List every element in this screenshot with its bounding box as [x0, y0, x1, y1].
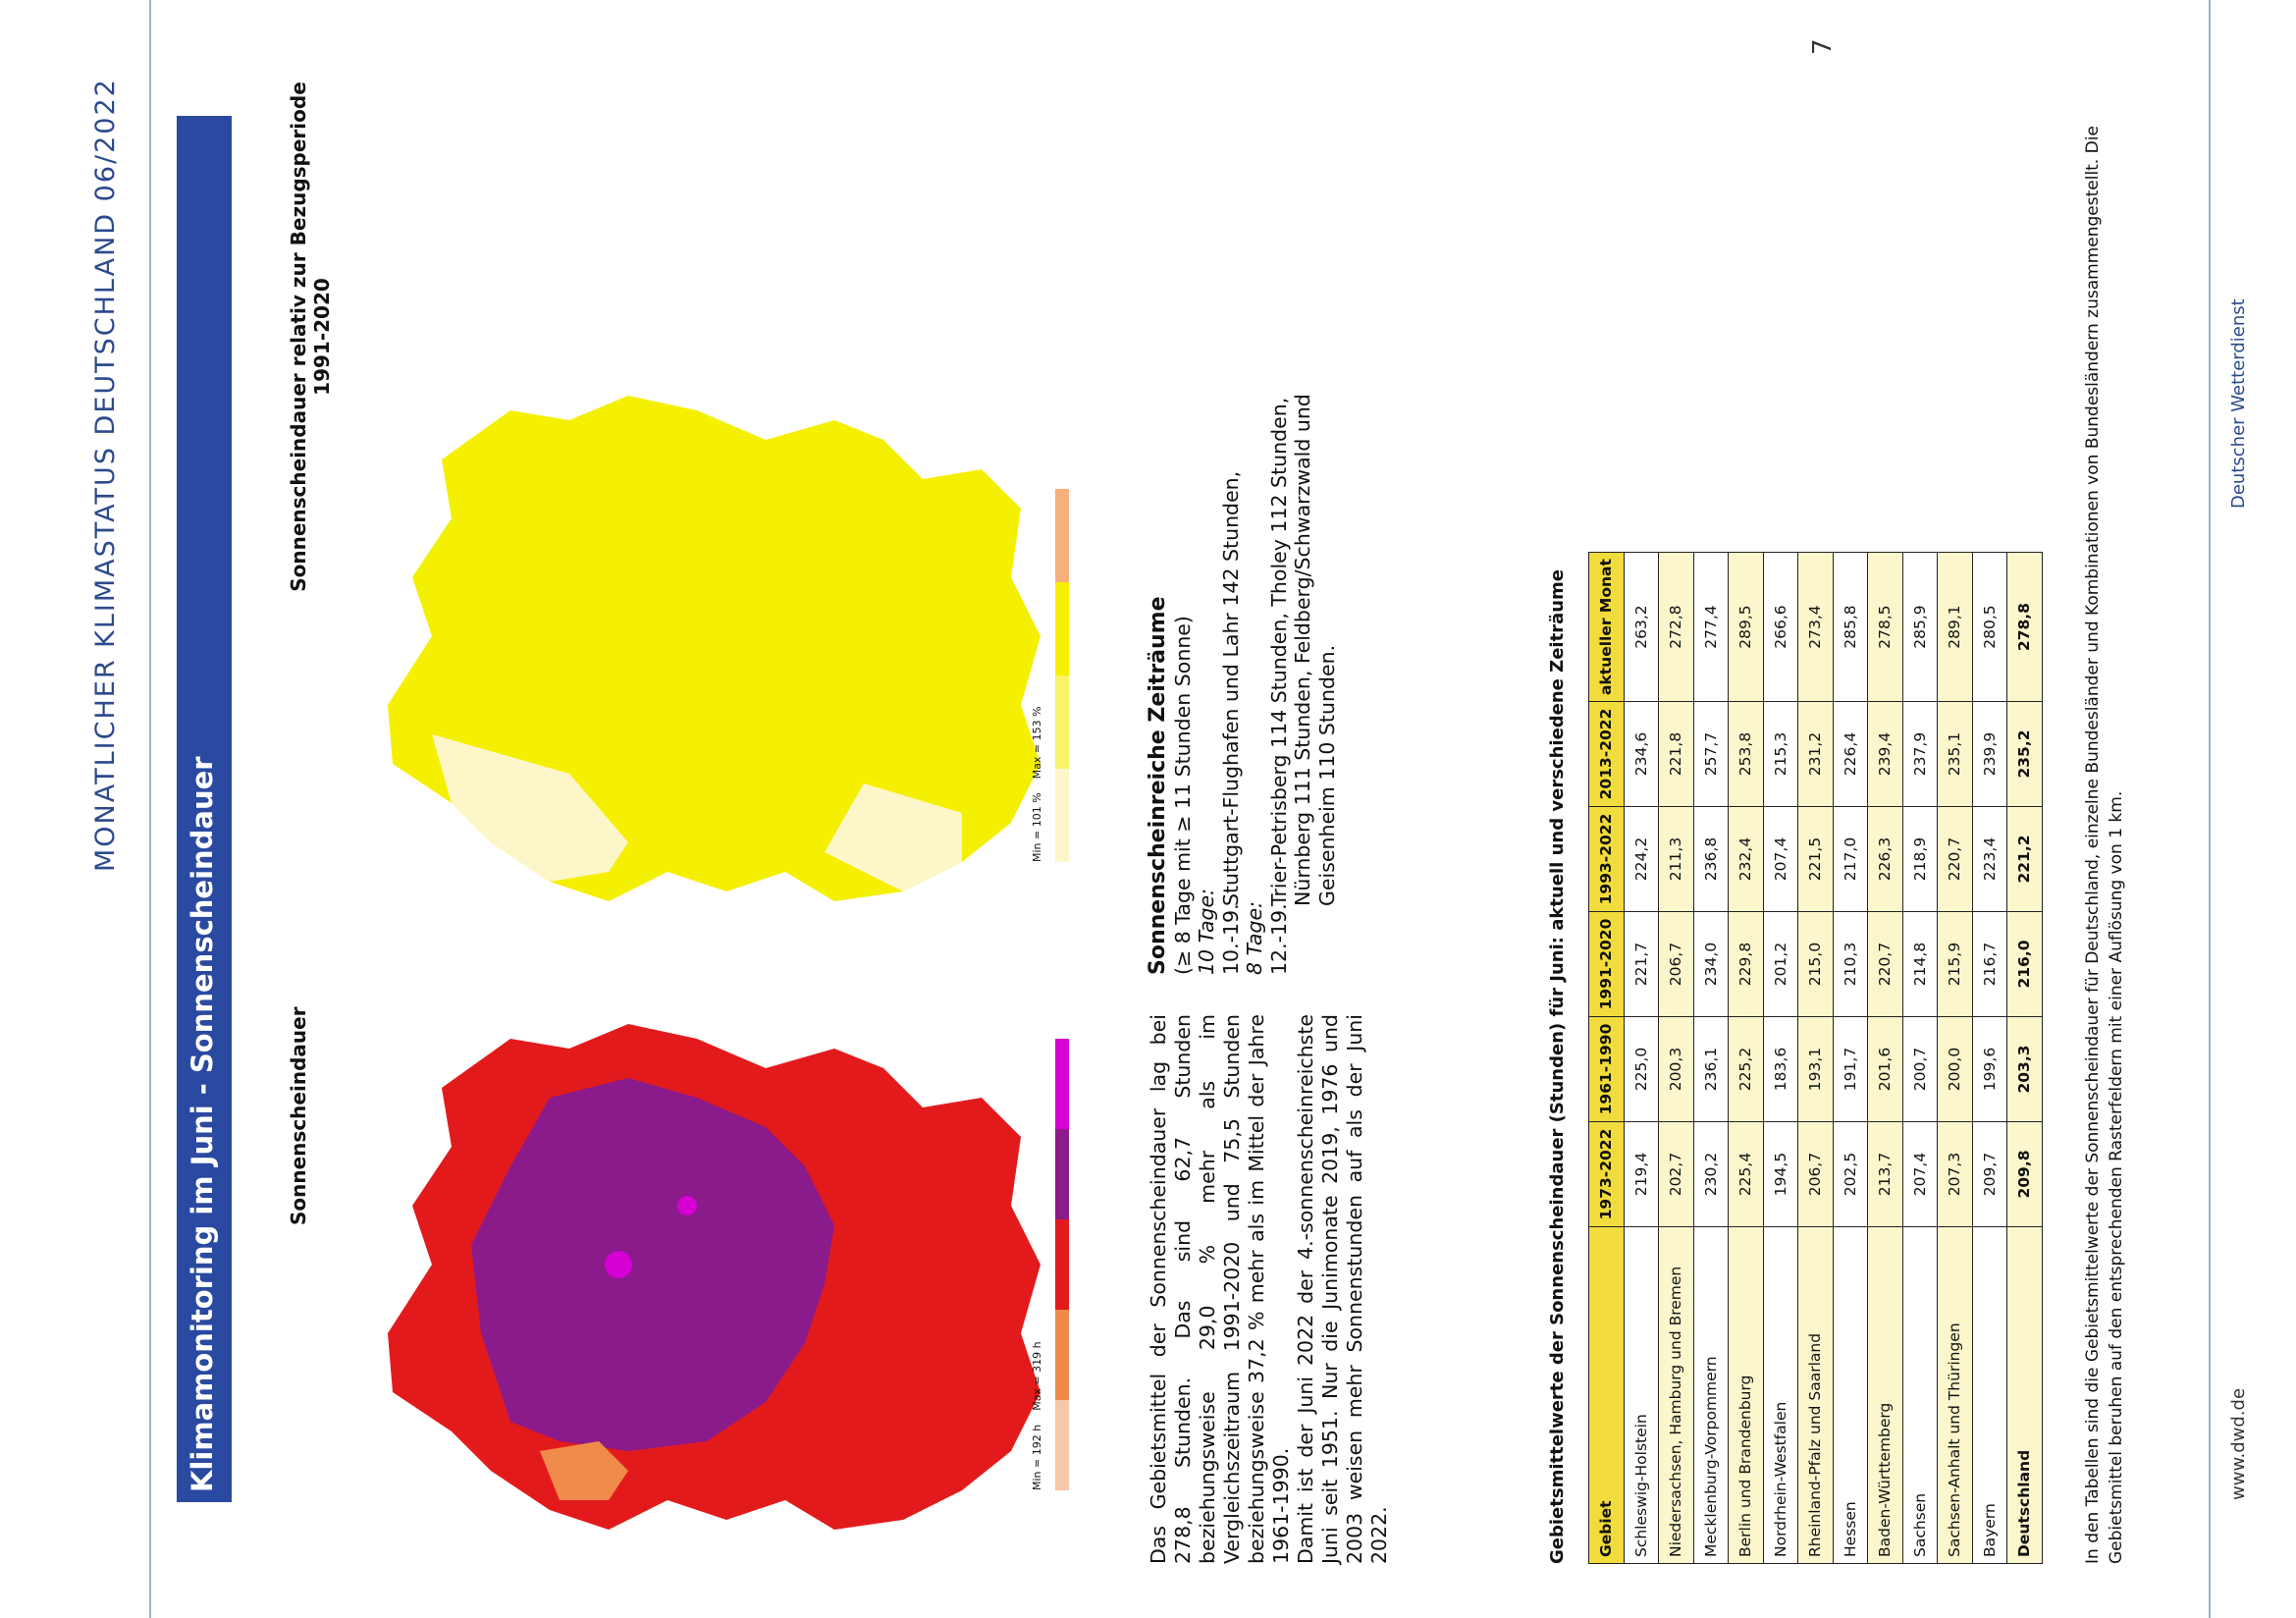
table-value-cell: 211,3 [1659, 807, 1694, 912]
table-value-cell: 221,7 [1624, 912, 1659, 1017]
body-text [1147, 1014, 1392, 1564]
table-row [1659, 553, 1694, 1564]
table-value-cell: 216,7 [1972, 912, 2007, 1017]
sunny-periods-title: Sonnenscheinreiche Zeiträume [1146, 596, 1170, 975]
table-value-cell: 207,4 [1763, 807, 1798, 912]
table-value-cell: 285,9 [1902, 553, 1938, 702]
table-value-cell: 234,0 [1693, 912, 1729, 1017]
table-value-cell: 209,7 [1972, 1122, 2007, 1227]
table-row [2007, 553, 2043, 1564]
table-value-cell: 239,9 [1972, 702, 2007, 807]
map-right-title: Sonnenscheindauer relativ zur Bezugsperiode 1991-2020 [287, 81, 334, 592]
table-region-cell: Berlin und Brandenburg [1729, 1227, 1764, 1564]
table-header-row [1589, 553, 1625, 1564]
table-header-cell: 1991-2020 [1589, 912, 1625, 1017]
page-number: 7 [1808, 38, 1838, 55]
table-value-cell: 199,6 [1972, 1017, 2007, 1122]
table-value-cell: 206,7 [1798, 1122, 1834, 1227]
body-paragraph-2: Damit ist der Juni 2022 der 4.-sonnenscheinreichste Juni seit 1951. Nur die Junimonate 2019, 1976 und 2003 weisen mehr Sonnenstunden auf als der Juni 2022. [1294, 1014, 1391, 1564]
table-value-cell: 278,8 [2007, 553, 2043, 702]
table-value-cell: 218,9 [1902, 807, 1938, 912]
table-value-cell: 229,8 [1729, 912, 1764, 1017]
table-row [1938, 553, 1973, 1564]
table-value-cell: 235,1 [1938, 702, 1973, 807]
sunshine-hours-map [373, 1009, 1060, 1559]
sunny-group1 [1219, 347, 1244, 975]
table-value-cell: 234,6 [1624, 702, 1659, 807]
table-value-cell: 289,1 [1938, 553, 1973, 702]
table-header-cell: Gebiet [1589, 1227, 1625, 1564]
sunny-group1-date: 10.-19. [1218, 903, 1243, 975]
table-header-cell: 1961-1990 [1589, 1017, 1625, 1122]
table-value-cell: 231,2 [1798, 702, 1834, 807]
map-left-peak [605, 1251, 632, 1278]
table-row [1868, 553, 1903, 1564]
table-row [1972, 553, 2007, 1564]
table-row [1729, 553, 1764, 1564]
table-row [1763, 553, 1798, 1564]
table-value-cell: 278,5 [1868, 553, 1903, 702]
table-value-cell: 226,4 [1833, 702, 1868, 807]
table-region-cell: Bayern [1972, 1227, 2007, 1564]
table-header-cell: 1993-2022 [1589, 807, 1625, 912]
table-value-cell: 273,4 [1798, 553, 1834, 702]
table-value-cell: 216,0 [2007, 912, 2043, 1017]
table-value-cell: 201,6 [1868, 1017, 1903, 1122]
table-value-cell: 266,6 [1763, 553, 1798, 702]
map-left-legend-max: Max = 319 h [1031, 1341, 1043, 1411]
table-value-cell: 207,3 [1938, 1122, 1973, 1227]
table-header-cell: aktueller Monat [1589, 553, 1625, 702]
table-body [1624, 553, 2042, 1564]
table-value-cell: 235,2 [2007, 702, 2043, 807]
table-row [1902, 553, 1938, 1564]
table-value-cell: 194,5 [1763, 1122, 1798, 1227]
map-right-legend-max: Max = 153 % [1031, 706, 1043, 780]
table-value-cell: 277,4 [1693, 553, 1729, 702]
footer-org: Deutscher Wetterdienst [2228, 298, 2249, 509]
table-title: Gebietsmittelwerte der Sonnenscheindauer (Stunden) für Juni: aktuell und verschiedene Zeiträume [1547, 569, 1568, 1564]
table-value-cell: 206,7 [1659, 912, 1694, 1017]
footer-url: www.dwd.de [2228, 1387, 2249, 1500]
table-value-cell: 202,7 [1659, 1122, 1694, 1227]
table-region-cell: Deutschland [2007, 1227, 2043, 1564]
table-region-cell: Sachsen [1902, 1227, 1938, 1564]
table-region-cell: Hessen [1833, 1227, 1868, 1564]
sunshine-table [1588, 552, 2043, 1564]
table-value-cell: 183,6 [1763, 1017, 1798, 1122]
table-value-cell: 214,8 [1902, 912, 1938, 1017]
table-value-cell: 221,5 [1798, 807, 1834, 912]
table-value-cell: 232,4 [1729, 807, 1764, 912]
table-value-cell: 209,8 [2007, 1122, 2043, 1227]
table-value-cell: 272,8 [1659, 553, 1694, 702]
table-region-cell: Nordrhein-Westfalen [1763, 1227, 1798, 1564]
table-value-cell: 220,7 [1938, 807, 1973, 912]
sunny-group2-label: 8 Tage: [1243, 900, 1266, 975]
table-value-cell: 191,7 [1833, 1017, 1868, 1122]
table-value-cell: 225,0 [1624, 1017, 1659, 1122]
table-value-cell: 220,7 [1868, 912, 1903, 1017]
table-value-cell: 239,4 [1868, 702, 1903, 807]
table-header-cell: 1973-2022 [1589, 1122, 1625, 1227]
map-left-peak [677, 1196, 697, 1215]
table-value-cell: 236,8 [1693, 807, 1729, 912]
table-value-cell: 193,1 [1798, 1017, 1834, 1122]
section-title-bar [177, 116, 232, 1502]
table-region-cell: Sachsen-Anhalt und Thüringen [1938, 1227, 1973, 1564]
table-row [1624, 553, 1659, 1564]
table-value-cell: 236,1 [1693, 1017, 1729, 1122]
table-value-cell: 289,5 [1729, 553, 1764, 702]
table-value-cell: 203,3 [2007, 1017, 2043, 1122]
map-right-legend-min: Min = 101 % [1031, 792, 1043, 862]
table-value-cell: 200,0 [1938, 1017, 1973, 1122]
table-value-cell: 223,4 [1972, 807, 2007, 912]
table-row [1693, 553, 1729, 1564]
table-row [1798, 553, 1834, 1564]
table-header-cell: 2013-2022 [1589, 702, 1625, 807]
table-value-cell: 263,2 [1624, 553, 1659, 702]
table-value-cell: 226,3 [1868, 807, 1903, 912]
footer-divider [2209, 0, 2211, 1618]
map-left-legend [1055, 1039, 1073, 1490]
table-value-cell: 202,5 [1833, 1122, 1868, 1227]
table-value-cell: 200,7 [1902, 1017, 1938, 1122]
table-value-cell: 280,5 [1972, 553, 2007, 702]
table-value-cell: 213,7 [1868, 1122, 1903, 1227]
relative-sunshine-map [373, 381, 1060, 931]
table-value-cell: 215,9 [1938, 912, 1973, 1017]
table-value-cell: 225,4 [1729, 1122, 1764, 1227]
sunny-group1-label: 10 Tage: [1195, 888, 1218, 975]
table-region-cell: Niedersachsen, Hamburg und Bremen [1659, 1227, 1694, 1564]
table-region-cell: Baden-Württemberg [1868, 1227, 1903, 1564]
table-value-cell: 219,4 [1624, 1122, 1659, 1227]
table-value-cell: 230,2 [1693, 1122, 1729, 1227]
table-value-cell: 215,0 [1798, 912, 1834, 1017]
table-row [1833, 553, 1868, 1564]
table-value-cell: 217,0 [1833, 807, 1868, 912]
table-value-cell: 221,8 [1659, 702, 1694, 807]
table-value-cell: 225,2 [1729, 1017, 1764, 1122]
map-left-legend-min: Min = 192 h [1031, 1424, 1043, 1490]
table-value-cell: 215,3 [1763, 702, 1798, 807]
header-divider [149, 0, 151, 1618]
table-value-cell: 201,2 [1763, 912, 1798, 1017]
map-left-title: Sonnenscheindauer [287, 1006, 310, 1225]
table-region-cell: Rheinland-Pfalz und Saarland [1798, 1227, 1834, 1564]
sunny-group2-date: 12.-19. [1266, 903, 1291, 975]
table-value-cell: 237,9 [1902, 702, 1938, 807]
map-left-legend-minmax [1031, 1341, 1043, 1490]
section-title: Klimamonitoring im Juni - Sonnenscheindauer [186, 756, 219, 1492]
table-value-cell: 221,2 [2007, 807, 2043, 912]
sunny-group2 [1267, 347, 1340, 975]
map-right-legend [1055, 489, 1073, 862]
table-value-cell: 253,8 [1729, 702, 1764, 807]
map-right-legend-minmax [1031, 706, 1043, 862]
table-value-cell: 224,2 [1624, 807, 1659, 912]
table-value-cell: 200,3 [1659, 1017, 1694, 1122]
body-paragraph-1: Das Gebietsmittel der Sonnenscheindauer lag bei 278,8 Stunden. Das sind 62,7 Stunden beziehungsweise 29,0 % mehr als im Vergleichszeitraum 1991-2020 und 75,5 Stunden beziehungsweise 37,2 % mehr als im Mittel der Jahre 1961-1990. [1147, 1014, 1293, 1564]
sunny-group1-text: Stuttgart-Flughafen und Lahr 142 Stunden, [1218, 470, 1243, 906]
sunny-periods-subtitle: (≥ 8 Tage mit ≥ 11 Stunden Sonne) [1170, 616, 1195, 975]
table-value-cell: 257,7 [1693, 702, 1729, 807]
page-header: MONATLICHER KLIMASTATUS DEUTSCHLAND 06/2022 [90, 78, 121, 872]
table-value-cell: 210,3 [1833, 912, 1868, 1017]
table-value-cell: 207,4 [1902, 1122, 1938, 1227]
table-value-cell: 285,8 [1833, 553, 1868, 702]
sunny-periods [1147, 347, 1339, 975]
table-region-cell: Mecklenburg-Vorpommern [1693, 1227, 1729, 1564]
sunny-group2-text: Trier-Petrisberg 114 Stunden, Tholey 112 Stunden, Nürnberg 111 Stunden, Feldberg/Schwarzwald und Geisenheim 110 Stunden. [1266, 394, 1339, 906]
table-region-cell: Schleswig-Holstein [1624, 1227, 1659, 1564]
footnote: In den Tabellen sind die Gebietsmittelwerte der Sonnenscheindauer für Deutschland, einzelne Bundesländer und Kombinationen von Bundesländern zusammengestellt. Die Gebietsmittel beruhen auf den entsprechenden Rasterfeldern mit einer Auflösung von 1 km. [2083, 126, 2126, 1564]
